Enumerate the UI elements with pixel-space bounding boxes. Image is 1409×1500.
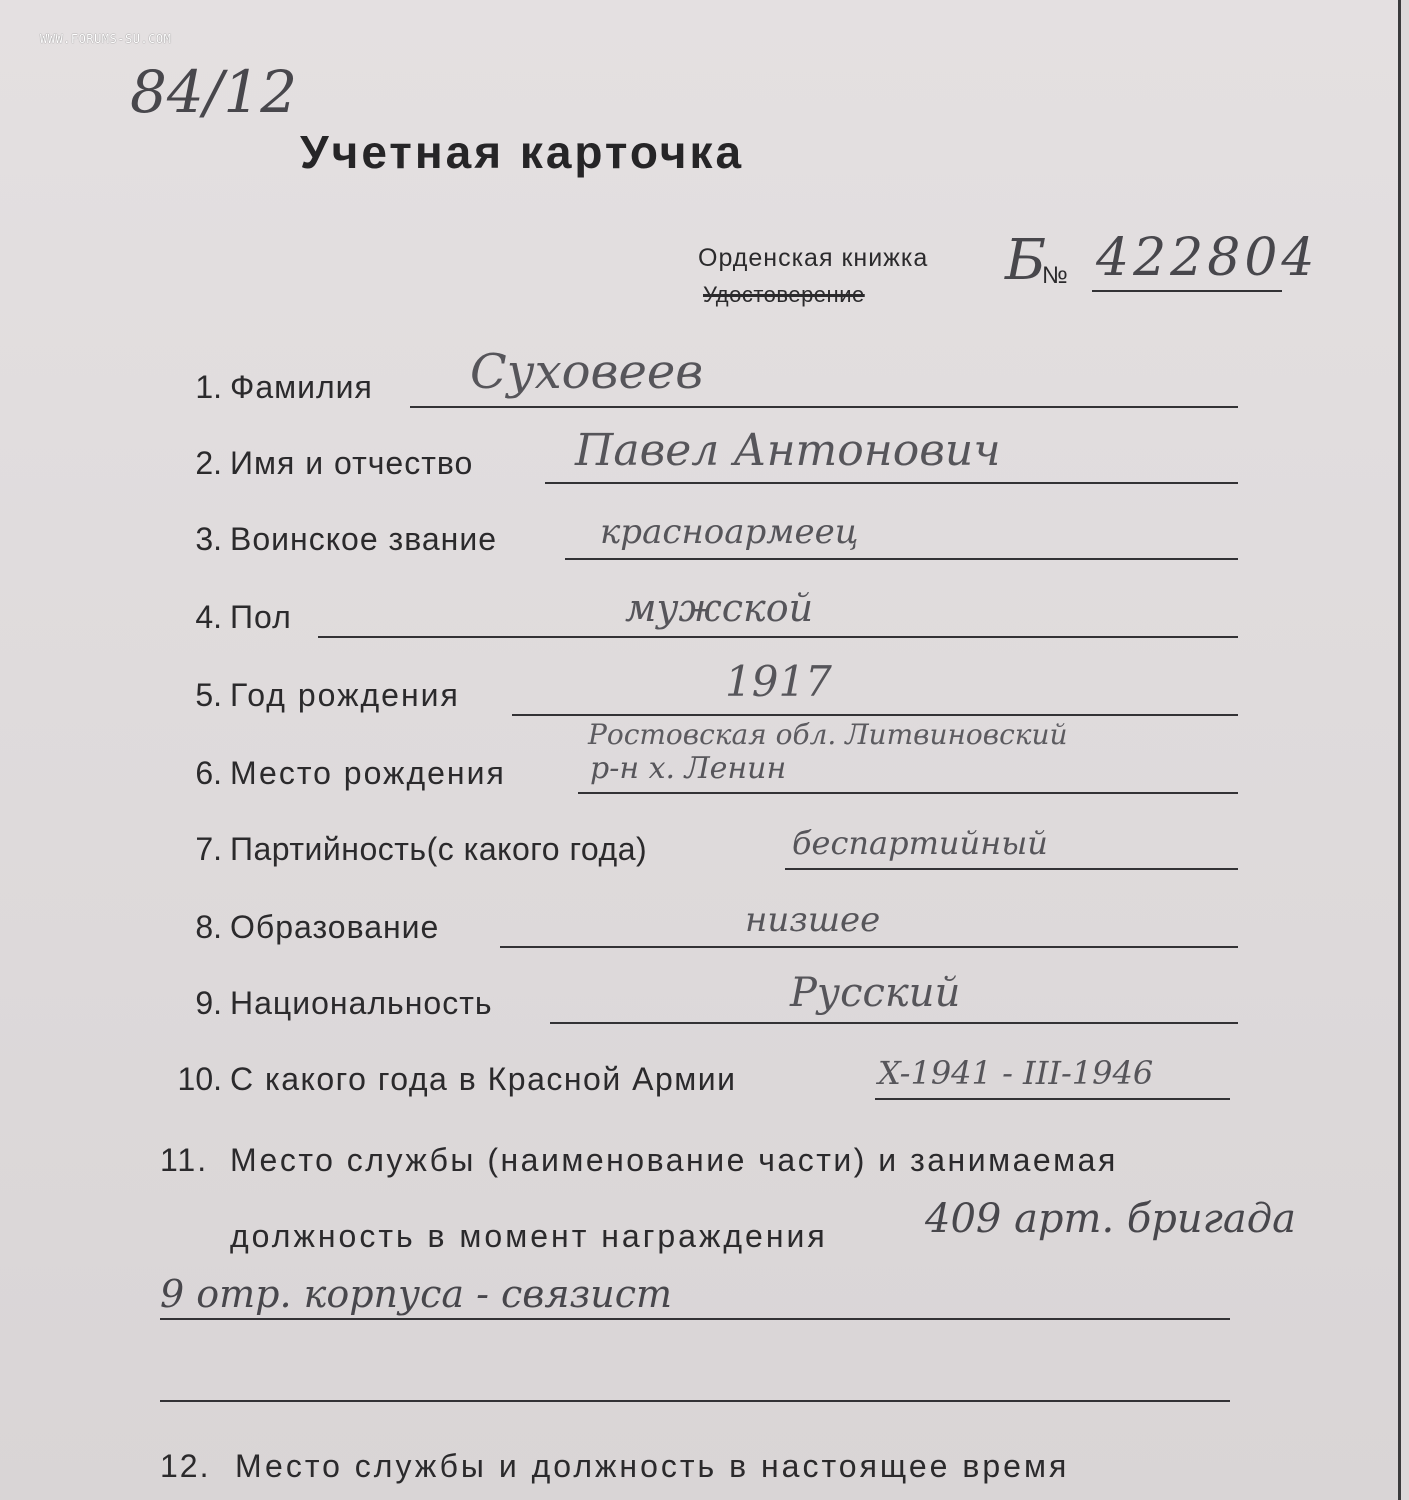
field-label: Фамилия	[230, 369, 373, 405]
field-underline	[565, 558, 1238, 560]
field-label: С какого года в Красной Армии	[230, 1061, 737, 1097]
field-underline	[512, 714, 1238, 716]
field-number: 4.	[195, 599, 222, 635]
field-value: красноармеец	[600, 512, 859, 552]
field-number: 6.	[195, 755, 222, 791]
field-number: 8.	[195, 909, 222, 945]
field-12-label: Место службы и должность в настоящее время	[235, 1448, 1070, 1484]
field-label: Воинское звание	[230, 521, 497, 557]
field-value: низшее	[745, 900, 881, 940]
number-sign: №	[1042, 262, 1068, 289]
field-birth-place	[0, 746, 1398, 806]
certificate-label: Удостоверение	[703, 282, 865, 307]
field-sex	[0, 586, 1398, 650]
field-nationality	[0, 970, 1398, 1036]
field-value: 1917	[725, 657, 832, 706]
field-value: X-1941 - III-1946	[878, 1054, 1154, 1092]
field-number: 2.	[195, 445, 222, 481]
field-number: 10.	[177, 1061, 222, 1097]
field-12-number: 12.	[160, 1448, 211, 1484]
field-value: мужской	[625, 586, 814, 630]
field-label: Год рождения	[230, 677, 460, 713]
field-underline	[550, 1022, 1238, 1024]
order-book-number: 422804	[1096, 228, 1319, 288]
field-surname	[0, 344, 1398, 420]
field-11-value-line2: 9 отр. корпуса - связист	[160, 1272, 673, 1316]
field-value: Русский	[790, 970, 961, 1016]
field-education	[0, 900, 1398, 960]
field-underline	[785, 868, 1238, 870]
field-number: 5.	[195, 677, 222, 713]
field-11-label-line2: должность в момент награждения	[230, 1218, 828, 1254]
field-underline	[545, 482, 1238, 484]
field-value: Суховеев	[470, 344, 704, 400]
field-name-patronymic	[0, 425, 1398, 496]
watermark: WWW.FORUMS-SU.COM	[40, 32, 172, 46]
field-underline	[318, 636, 1238, 638]
field-number: 9.	[195, 985, 222, 1021]
field-number: 3.	[195, 521, 222, 557]
corner-note: 84/12	[130, 58, 298, 126]
field-11-number: 11.	[160, 1142, 209, 1178]
field-value: р-н х. Ленин	[590, 751, 787, 786]
number-underline	[1092, 290, 1282, 292]
field-label: Место рождения	[230, 755, 506, 791]
field-underline	[410, 406, 1238, 408]
field-label: Национальность	[230, 985, 493, 1021]
field-11-label-line1: Место службы (наименование части) и занимаемая	[230, 1142, 1118, 1178]
field-military-rank	[0, 512, 1398, 572]
field-party	[0, 822, 1398, 882]
field-army-since	[0, 1052, 1398, 1112]
field-label: Имя и отчество	[230, 445, 474, 481]
field-number: 7.	[195, 831, 222, 867]
field-underline	[578, 792, 1238, 794]
field-number: 1.	[195, 369, 222, 405]
field-label: Пол	[230, 599, 292, 635]
field-value: беспартийный	[792, 824, 1048, 862]
field-11-underline-2	[160, 1400, 1230, 1402]
field-label: Партийность(с какого года)	[230, 831, 648, 867]
field-underline	[500, 946, 1238, 948]
field-underline	[875, 1098, 1230, 1100]
field-label: Образование	[230, 909, 440, 945]
order-book-label: Орденская книжка	[698, 244, 929, 272]
field-value: Павел Антонович	[575, 425, 1001, 476]
field-11-value-line1: 409 арт. бригада	[925, 1196, 1296, 1242]
series-letter: Б	[1005, 228, 1047, 293]
field-11-underline-1	[160, 1318, 1230, 1320]
birth-place-extra: Ростовская обл. Литвиновский	[588, 718, 1068, 751]
page-title: Учетная карточка	[300, 126, 745, 178]
